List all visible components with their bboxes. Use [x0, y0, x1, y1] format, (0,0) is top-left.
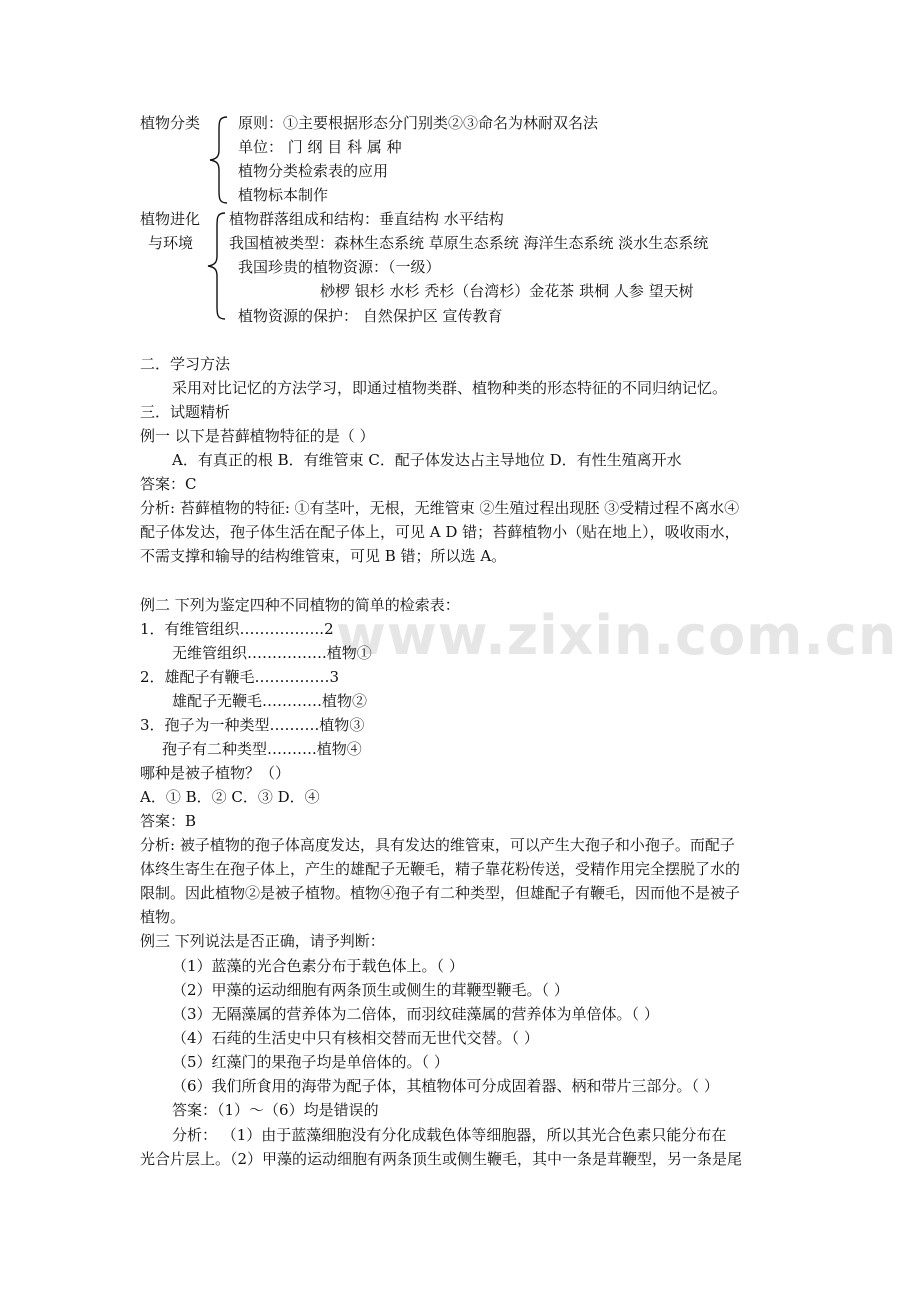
- section-heading: 三．试题精析: [140, 403, 231, 421]
- example3-item: （1）蓝藻的光合色素分布于载色体上。（ ）: [172, 957, 464, 975]
- evolution-title: 与环境: [148, 234, 194, 252]
- example3-analysis: 分析： （1）由于蓝藻细胞没有分化成载色体等细胞器，所以其光合色素只能分布在: [172, 1126, 727, 1144]
- example3-item: （4）石莼的生活史中只有核相交替而无世代交替。（ ）: [172, 1029, 539, 1047]
- evolution-item: 桫椤 银杉 水杉 秃杉（台湾杉）金花茶 珙桐 人参 望天树: [320, 282, 694, 300]
- classification-item: 原则：①主要根据形态分门别类②③命名为林耐双名法: [238, 114, 599, 132]
- example2-question: 例二 下列为鉴定四种不同植物的简单的检索表：: [140, 596, 460, 614]
- evolution-item: 植物群落组成和结构：垂直结构 水平结构: [229, 210, 504, 228]
- example1-analysis: 分析: 苔藓植物的特征: ①有茎叶，无根，无维管束 ②生殖过程出现胚 ③受精过程不离水④: [140, 499, 740, 517]
- example1-analysis: 配子体发达，孢子体生活在配子体上，可见 A D 错；苔藓植物小（贴在地上），吸收雨水，: [140, 523, 740, 541]
- example2-key-line: 2．雄配子有鞭毛……………3: [140, 668, 340, 686]
- classification-title: 植物分类: [140, 114, 201, 132]
- classification-item: 植物分类检索表的应用: [238, 162, 389, 180]
- evolution-item: 我国植被类型：森林生态系统 草原生态系统 海洋生态系统 淡水生态系统: [229, 234, 709, 252]
- example2-analysis: 植物。: [140, 908, 186, 926]
- example3-question: 例三 下列说法是否正确，请予判断：: [140, 932, 385, 950]
- example2-analysis: 体终生寄生在孢子体上，产生的雄配子无鞭毛，精子靠花粉传送，受精作用完全摆脱了水的: [140, 860, 741, 878]
- example2-analysis: 分析: 被子植物的孢子体高度发达，具有发达的维管束，可以产生大孢子和小孢子。而配子: [140, 836, 735, 854]
- evolution-brace: [203, 210, 229, 322]
- example2-key-line: 3．孢子为一种类型……….植物③: [140, 716, 365, 734]
- classification-item: 单位： 门 纲 目 科 属 种: [238, 138, 402, 156]
- example3-item: （2）甲藻的运动细胞有两条顶生或侧生的茸鞭型鞭毛。（ ）: [172, 981, 569, 999]
- example2-key-line: 无维管组织…………….植物①: [172, 644, 372, 662]
- example2-answer: 答案：B: [140, 812, 197, 830]
- evolution-item: 我国珍贵的植物资源：（一级）: [238, 258, 441, 276]
- example2-key-line: 雄配子无鞭毛…………植物②: [172, 692, 368, 710]
- example2-key-line: 1．有维管组织……………..2: [140, 620, 334, 638]
- example3-item: （6）我们所食用的海带为配子体，其植物体可分成固着器、柄和带片三部分。（ ）: [172, 1077, 719, 1095]
- example1-question: 例一 以下是苔藓植物特征的是（ ）: [140, 427, 375, 445]
- example1-options: A．有真正的根 B．有维管束 C．配子体发达占主导地位 D．有性生殖离开水: [172, 451, 682, 469]
- classification-item: 植物标本制作: [238, 186, 329, 204]
- example1-answer: 答案：C: [140, 475, 197, 493]
- example1-analysis: 不需支撑和输导的结构维管束，可见 B 错；所以选 A。: [140, 547, 507, 565]
- watermark: www.zixin.com.cn: [336, 604, 898, 667]
- section-text: 采用对比记忆的方法学习，即通过植物类群、植物种类的形态特征的不同归纳记忆。: [172, 379, 728, 397]
- example3-item: （5）红藻门的果孢子均是单倍体的。（ ）: [172, 1053, 449, 1071]
- example3-analysis: 光合片层上。（2）甲藻的运动细胞有两条顶生或侧生鞭毛，其中一条是茸鞭型，另一条是尾: [140, 1150, 743, 1168]
- section-heading: 二．学习方法: [140, 355, 231, 373]
- evolution-title: 植物进化: [140, 210, 201, 228]
- example2-options: A．① B．② C．③ D．④: [140, 788, 320, 806]
- example2-key-line: 孢子有二种类型……….植物④: [162, 740, 362, 758]
- classification-brace: [205, 114, 231, 206]
- example3-item: （3）无隔藻属的营养体为二倍体，而羽纹硅藻属的营养体为单倍体。（ ）: [172, 1005, 659, 1023]
- example2-ask: 哪种是被子植物？（）: [140, 764, 291, 782]
- example2-analysis: 限制。因此植物②是被子植物。植物④孢子有二种类型，但雄配子有鞭毛，因而他不是被子: [140, 884, 741, 902]
- example3-answer: 答案：（1）～（6）均是错误的: [172, 1101, 379, 1119]
- evolution-item: 植物资源的保护： 自然保护区 宣传教育: [238, 307, 503, 325]
